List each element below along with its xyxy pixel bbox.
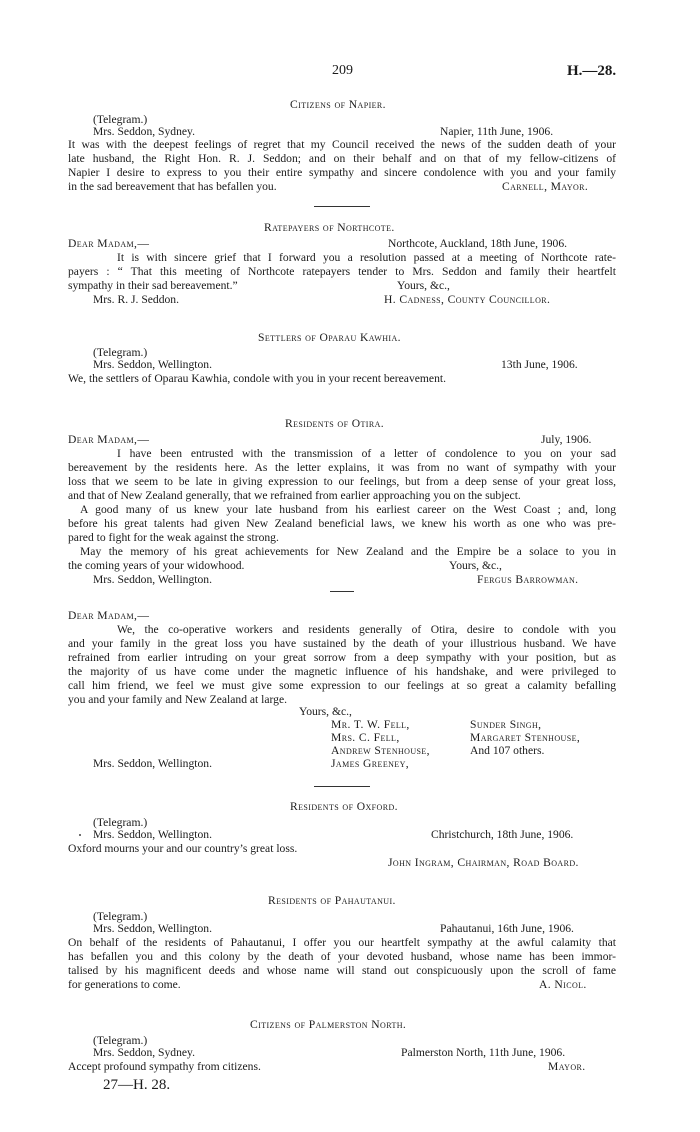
place-date: Palmerston North, 11th June, 1906. — [401, 1046, 566, 1059]
signature: Fergus Barrowman. — [477, 573, 579, 586]
closing: Yours, &c., — [449, 559, 502, 572]
body-line: and your family in the great loss you have sustained by the death of your illustrious husband. We have — [68, 637, 616, 650]
body-line: refrained from earlier intruding on your great sorrow from a deep sympathy with your position, but as — [68, 651, 616, 664]
body-line: It was with the deepest feelings of regret that my Council received the news of the sudden death of your — [68, 138, 616, 151]
body-line: the coming years of your widowhood. — [68, 559, 245, 572]
body-line: sympathy in their sad bereavement.” — [68, 279, 238, 292]
body-line: We, the co-operative workers and residents generally of Otira, desire to condole with you — [117, 623, 616, 636]
body-line: loss that we seem to be late in giving expression to our feelings, but from a deep sense of your great loss, — [68, 475, 616, 488]
body-line: Oxford mourns your and our country’s great loss. — [68, 842, 298, 855]
place-date: Napier, 11th June, 1906. — [440, 125, 554, 138]
telegram-label: (Telegram.) — [93, 1034, 148, 1047]
addressee: Mrs. Seddon, Wellington. — [93, 573, 212, 586]
body-line: you and your family and New Zealand at large. — [68, 693, 288, 706]
section-heading-napier: Citizens of Napier. — [290, 98, 386, 111]
section-divider — [314, 206, 370, 207]
body-line: It is with sincere grief that I forward you a resolution passed at a meeting of Northcote rate- — [117, 251, 616, 264]
closing: Yours, &c., — [299, 705, 352, 718]
addressee: Mrs. Seddon, Wellington. — [93, 358, 212, 371]
signature: John Ingram, Chairman, Road Board. — [388, 856, 579, 869]
closing: Yours, &c., — [397, 279, 450, 292]
body-line: the majority of us have come under the magnetic influence of his handshake, and were privileged to — [68, 665, 616, 678]
letter-divider — [330, 591, 354, 592]
body-line: payers : “ That this meeting of Northcote ratepayers tender to Mrs. Seddon and family their heartfelt — [68, 265, 616, 278]
salutation: Dear Madam,— — [68, 237, 150, 250]
section-heading-northcote: Ratepayers of Northcote. — [264, 221, 395, 234]
addressee: Mrs. Seddon, Wellington. — [93, 922, 212, 935]
page-number: 209 — [332, 63, 353, 78]
signer: James Greeney, — [331, 757, 410, 770]
date: July, 1906. — [541, 433, 592, 446]
section-divider — [314, 786, 370, 787]
signer: Mr. T. W. Fell, — [331, 718, 410, 731]
signature: H. Cadness, County Councillor. — [384, 293, 551, 306]
body-line: late husband, the Right Hon. R. J. Seddon; and on their behalf and on that of my fellow-citizens of — [68, 152, 616, 165]
telegram-label: (Telegram.) — [93, 816, 148, 829]
body-line: call him friend, we feel we must give some expression to our feelings at so great a calamity befalling — [68, 679, 616, 692]
body-line: May the memory of his great achievements for New Zealand and the Empire be a solace to you in — [80, 545, 616, 558]
signer: Mrs. C. Fell, — [331, 731, 400, 744]
body-line: A good many of us knew your late husband from his earliest career on the West Coast ; and, long — [80, 503, 616, 516]
body-line: On behalf of the residents of Pahautanui, I offer you our heartfelt sympathy at the awful calamity that — [68, 936, 616, 949]
signature-mark: 27—H. 28. — [103, 1077, 171, 1093]
document-code: H.—28. — [567, 63, 617, 79]
body-line: We, the settlers of Oparau Kawhia, condole with you in your recent bereavement. — [68, 372, 446, 385]
signature: Mayor. — [548, 1060, 586, 1073]
telegram-label: (Telegram.) — [93, 910, 148, 923]
body-line: before his great talents had given New Zealand beneficial laws, we knew his worth as one who was pre- — [68, 517, 616, 530]
signature: A. Nicol. — [539, 978, 587, 991]
signature: Carnell, Mayor. — [502, 180, 589, 193]
print-speck — [79, 834, 81, 836]
section-heading-pahautanui: Residents of Pahautanui. — [268, 894, 396, 907]
addressee: Mrs. Seddon, Sydney. — [93, 1046, 195, 1059]
signer: Sunder Singh, — [470, 718, 542, 731]
body-line: for generations to come. — [68, 978, 181, 991]
telegram-label: (Telegram.) — [93, 113, 148, 126]
salutation: Dear Madam,— — [68, 433, 150, 446]
body-line: and that of New Zealand generally, that we refrained from earlier approaching you on the subject. — [68, 489, 521, 502]
body-line: has befallen you and this colony by the death of your devoted husband, whose name has been immor- — [68, 950, 616, 963]
place-date: Northcote, Auckland, 18th June, 1906. — [388, 237, 568, 250]
telegram-label: (Telegram.) — [93, 346, 148, 359]
section-heading-otira: Residents of Otira. — [285, 417, 385, 430]
addressee: Mrs. Seddon, Wellington. — [93, 757, 212, 770]
section-heading-palmerston-north: Citizens of Palmerston North. — [250, 1018, 407, 1031]
body-line: pared to fight for the weak against the strong. — [68, 531, 279, 544]
signer: Margaret Stenhouse, — [470, 731, 581, 744]
addressee: Mrs. Seddon, Wellington. — [93, 828, 212, 841]
body-line: Accept profound sympathy from citizens. — [68, 1060, 261, 1073]
body-line: I have been entrusted with the transmission of a letter of condolence to you on your sad — [117, 447, 616, 460]
body-line: talised by his magnificent deeds and whose name will stand out conspicuously upon the scroll of fame — [68, 964, 616, 977]
signer: Andrew Stenhouse, — [331, 744, 430, 757]
place-date: Christchurch, 18th June, 1906. — [431, 828, 574, 841]
signer: And 107 others. — [470, 744, 545, 757]
addressee: Mrs. Seddon, Sydney. — [93, 125, 195, 138]
body-line: Napier I desire to express to you their entire sympathy and sincere condolence with you and your family — [68, 166, 616, 179]
addressee: Mrs. R. J. Seddon. — [93, 293, 179, 306]
body-line: in the sad bereavement that has befallen you. — [68, 180, 277, 193]
section-heading-oxford: Residents of Oxford. — [290, 800, 398, 813]
section-heading-oparau: Settlers of Oparau Kawhia. — [258, 331, 401, 344]
body-line: bereavement by the residents here. As the letter explains, it was from no want of sympathy with your — [68, 461, 616, 474]
date: 13th June, 1906. — [501, 358, 578, 371]
place-date: Pahautanui, 16th June, 1906. — [440, 922, 574, 935]
salutation: Dear Madam,— — [68, 609, 150, 622]
